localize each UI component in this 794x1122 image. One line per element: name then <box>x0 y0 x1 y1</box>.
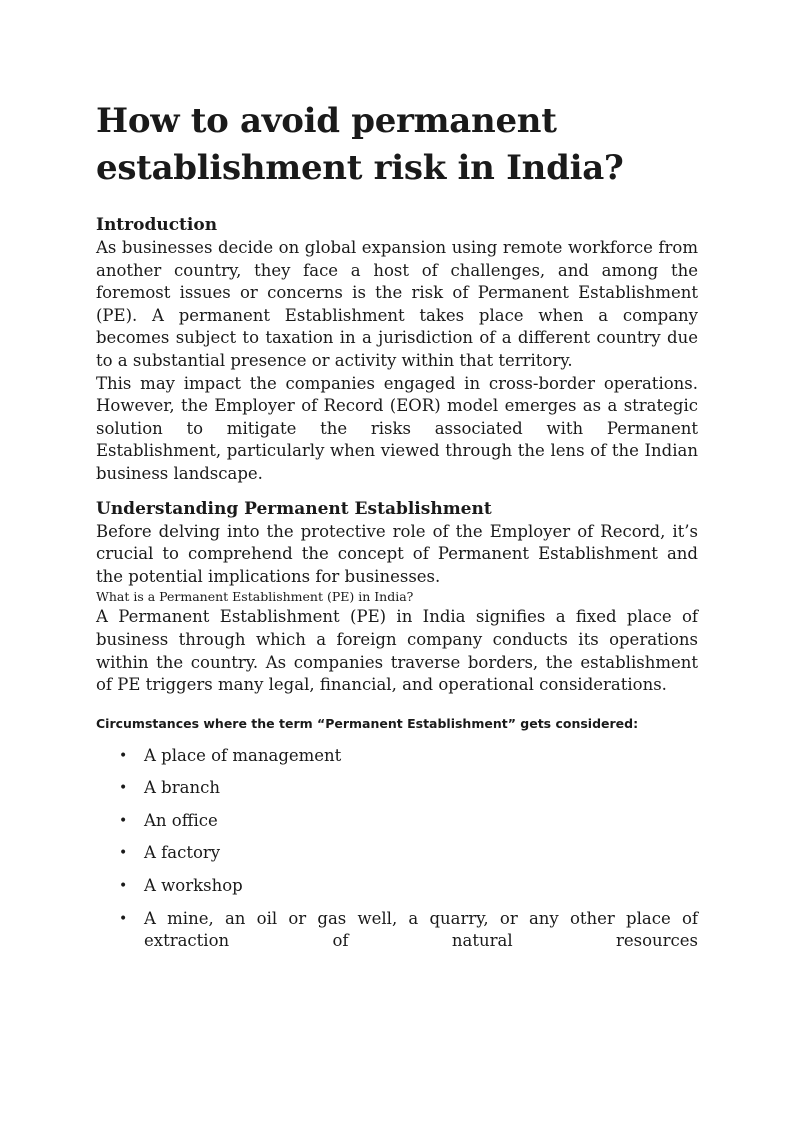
list-item <box>119 908 698 953</box>
list-item <box>119 777 698 800</box>
list-item <box>119 745 698 768</box>
document-page <box>96 98 698 963</box>
bullet-icon: • <box>119 780 128 797</box>
list-item-text: A place of management <box>144 745 342 765</box>
bullet-icon: • <box>119 845 128 862</box>
list-item-text: An office <box>144 810 218 830</box>
circumstances-heading: Circumstances where the term “Permanent Establishment” gets considered: <box>96 715 639 731</box>
list-item-text: A branch <box>144 778 220 798</box>
pe-definition-paragraph: A Permanent Establishment (PE) in India signifies a fixed place of business through which a foreign company conducts its operations within the country. As companies traverse borders, the establishment of PE triggers many legal, financial, and operational considerations. <box>96 607 698 695</box>
bullet-icon: • <box>119 878 128 895</box>
list-item-text: A mine, an oil or gas well, a quarry, or any other place of extraction of natural resources <box>144 908 698 951</box>
intro-paragraph-1: As businesses decide on global expansion using remote workforce from another country, they face a host of challenges, and among the foremost issues or concerns is the risk of Permanent Establishment (PE). A permanent Establishment takes place when a company becomes subject to taxation in a jurisdiction of a different country due to a substantial presence or activity within that territory. <box>96 238 698 370</box>
list-item <box>119 810 698 833</box>
pe-question-subheading: What is a Permanent Establishment (PE) in India? <box>96 589 414 605</box>
intro-paragraph-2: This may impact the companies engaged in cross-border operations. However, the Employer of Record (EOR) model emerges as a strategic solution to mitigate the risks associated with Permanent Establishment, particularly when viewed through the lens of the Indian business landscape. <box>96 373 698 483</box>
list-item <box>119 842 698 865</box>
list-item-text: A workshop <box>144 876 243 896</box>
bullet-icon: • <box>119 910 128 927</box>
list-item-text: A factory <box>144 843 221 863</box>
intro-heading: Introduction <box>96 215 218 235</box>
bullet-icon: • <box>119 747 128 764</box>
understanding-heading: Understanding Permanent Establishment <box>96 498 492 519</box>
bullet-icon: • <box>119 812 128 829</box>
circumstances-list <box>96 745 698 953</box>
understanding-paragraph: Before delving into the protective role of the Employer of Record, it’s crucial to comprehend the concept of Permanent Establishment and the potential implications for businesses. <box>96 521 698 586</box>
list-item <box>119 875 698 898</box>
page-title: How to avoid permanent establishment risk in India? <box>96 101 624 188</box>
